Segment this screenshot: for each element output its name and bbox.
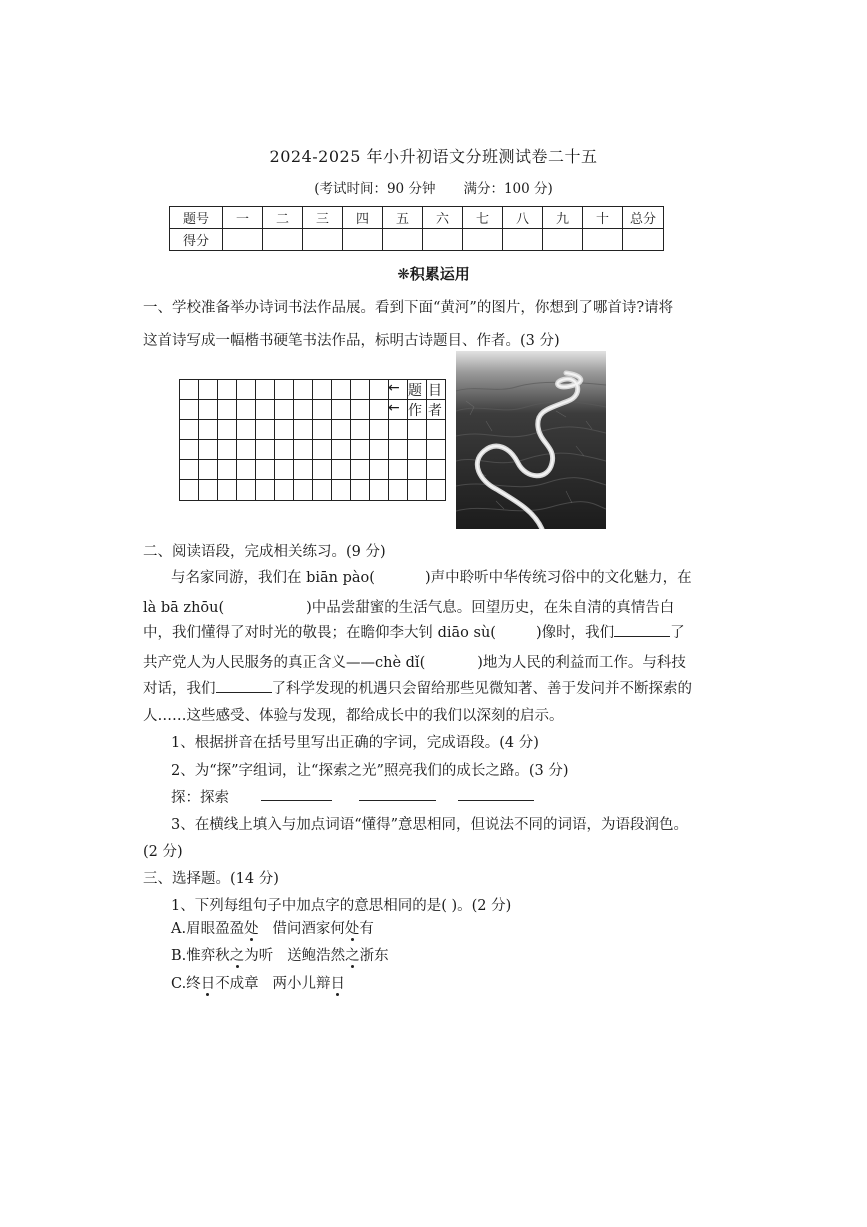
exam-subtitle bbox=[0, 177, 867, 197]
dotted-char: 日 bbox=[200, 976, 216, 992]
word-group-blank-2[interactable] bbox=[359, 786, 436, 801]
passage-line-3 bbox=[143, 621, 685, 642]
passage-text: 与名家同游，我们在 biān pào( bbox=[171, 570, 375, 586]
grid-arrow-author: ← bbox=[388, 400, 400, 416]
choice-text: 不成章 两小儿辩 bbox=[215, 976, 331, 992]
passage-line-1 bbox=[171, 566, 692, 587]
grid-label-title-2: 目 bbox=[428, 383, 442, 399]
score-input-cell[interactable] bbox=[623, 229, 664, 251]
score-input-cell[interactable] bbox=[503, 229, 543, 251]
score-input-cell[interactable] bbox=[343, 229, 383, 251]
passage-text: 了 bbox=[670, 625, 685, 641]
score-input-cell[interactable] bbox=[383, 229, 423, 251]
calligraphy-writing-grid[interactable] bbox=[179, 379, 446, 501]
choice-text: A.眉眼盈盈 bbox=[171, 921, 245, 937]
grid-label-title-1: 题 bbox=[408, 383, 422, 399]
passage-text: )地为人民的利益而工作。与科技 bbox=[477, 655, 686, 671]
word-group-blank-3[interactable] bbox=[458, 786, 534, 801]
question-2-sub-3-score: (2 分) bbox=[143, 844, 183, 860]
question-2-sub-1: 1、根据拼音在括号里写出正确的字词，完成语段。(4 分) bbox=[171, 735, 539, 751]
passage-line-2 bbox=[143, 596, 674, 617]
choice-c[interactable] bbox=[171, 972, 345, 993]
choice-text: 浙东 bbox=[359, 948, 389, 964]
score-table-cell: 六 bbox=[423, 207, 463, 229]
choice-text: 借问酒家何 bbox=[258, 921, 345, 937]
question-3-sub-1: 1、下列每组句子中加点字的意思相同的是( )。(2 分) bbox=[171, 898, 512, 914]
score-table-cell: 九 bbox=[543, 207, 583, 229]
choice-text: 有 bbox=[359, 921, 374, 937]
word-group-row bbox=[171, 786, 229, 807]
question-2-heading: 二、阅读语段，完成相关练习。(9 分) bbox=[143, 544, 386, 560]
choice-text: C.终 bbox=[171, 976, 201, 992]
exam-time: (考试时间：90 分钟 bbox=[314, 181, 436, 197]
grid-label-author-2: 者 bbox=[428, 403, 442, 419]
answer-line[interactable] bbox=[216, 692, 272, 693]
passage-text: 了科学发现的机遇只会留给那些见微知著、善于发问并不断探索的 bbox=[271, 681, 692, 697]
score-table bbox=[169, 206, 664, 251]
score-table-cell: 二 bbox=[263, 207, 303, 229]
score-table-score-row bbox=[170, 229, 664, 251]
choice-b[interactable] bbox=[171, 944, 389, 965]
writing-grid-svg bbox=[179, 379, 446, 501]
score-input-cell[interactable] bbox=[583, 229, 623, 251]
passage-text: 中，我们懂得了对时光的敬畏；在瞻仰李大钊 diāo sù( bbox=[143, 625, 496, 641]
exam-full-score: 满分：100 分) bbox=[463, 181, 553, 197]
passage-text: )声中聆听中华传统习俗中的文化魅力，在 bbox=[424, 570, 692, 586]
passage-line-4 bbox=[143, 651, 686, 672]
yellow-river-photo bbox=[456, 351, 606, 529]
dotted-char: 之 bbox=[229, 948, 245, 964]
dotted-char: 处 bbox=[344, 921, 360, 937]
answer-line[interactable] bbox=[614, 636, 670, 637]
passage-line-5 bbox=[143, 677, 692, 698]
score-table-cell: 总分 bbox=[623, 207, 664, 229]
question-2-sub-3: 3、在横线上填入与加点词语“懂得”意思相同，但说法不同的词语，为语段润色。 bbox=[171, 817, 689, 833]
score-table-cell: 得分 bbox=[170, 229, 223, 251]
score-input-cell[interactable] bbox=[303, 229, 343, 251]
score-table-cell: 五 bbox=[383, 207, 423, 229]
score-input-cell[interactable] bbox=[223, 229, 263, 251]
score-table-cell: 三 bbox=[303, 207, 343, 229]
dotted-char: 处 bbox=[244, 921, 259, 937]
dotted-char: 之 bbox=[345, 948, 360, 964]
choice-a[interactable] bbox=[171, 917, 374, 938]
score-table-cell: 八 bbox=[503, 207, 543, 229]
passage-text: là bā zhōu( bbox=[143, 600, 225, 616]
grid-label-author-1: 作 bbox=[408, 403, 422, 419]
score-input-cell[interactable] bbox=[423, 229, 463, 251]
word-group-prefix: 探：探索 bbox=[171, 790, 229, 806]
word-group-blank-1[interactable] bbox=[261, 786, 332, 801]
yellow-river-image bbox=[456, 351, 606, 529]
score-table-cell: 四 bbox=[343, 207, 383, 229]
question-3-heading: 三、选择题。(14 分) bbox=[143, 871, 279, 887]
score-table-cell: 题号 bbox=[170, 207, 223, 229]
score-input-cell[interactable] bbox=[263, 229, 303, 251]
score-input-cell[interactable] bbox=[543, 229, 583, 251]
exam-title: 2024-2025 年小升初语文分班测试卷二十五 bbox=[269, 147, 598, 166]
score-input-cell[interactable] bbox=[463, 229, 503, 251]
grid-arrow-title: ← bbox=[388, 380, 400, 396]
section-title: ❋积累运用 bbox=[397, 265, 470, 283]
score-table-cell: 十 bbox=[583, 207, 623, 229]
score-table-cell: 七 bbox=[463, 207, 503, 229]
score-table-cell: 一 bbox=[223, 207, 263, 229]
passage-line-6: 人……这些感受、体验与发现，都给成长中的我们以深刻的启示。 bbox=[143, 708, 564, 724]
dotted-char: 日 bbox=[330, 976, 346, 992]
choice-text: B.惟弈秋 bbox=[171, 948, 230, 964]
score-table-header-row bbox=[170, 207, 664, 229]
passage-text: 对话，我们 bbox=[143, 681, 216, 697]
passage-text: 共产党人为人民服务的真正含义——chè dǐ( bbox=[143, 655, 426, 671]
question-2-sub-2: 2、为“探”字组词，让“探索之光”照亮我们的成长之路。(3 分) bbox=[171, 763, 569, 779]
question-1-text: 一、学校准备举办诗词书法作品展。看到下面“黄河”的图片，你想到了哪首诗?请将这首诗写成一幅楷书硬笔书法作品，标明古诗题目、作者。(3 分) bbox=[143, 300, 674, 349]
passage-text: )像时，我们 bbox=[535, 625, 615, 641]
passage-text: )中品尝甜蜜的生活气息。回望历史，在朱自清的真情告白 bbox=[306, 600, 675, 616]
choice-text: 为听 送鲍浩然 bbox=[244, 948, 346, 964]
